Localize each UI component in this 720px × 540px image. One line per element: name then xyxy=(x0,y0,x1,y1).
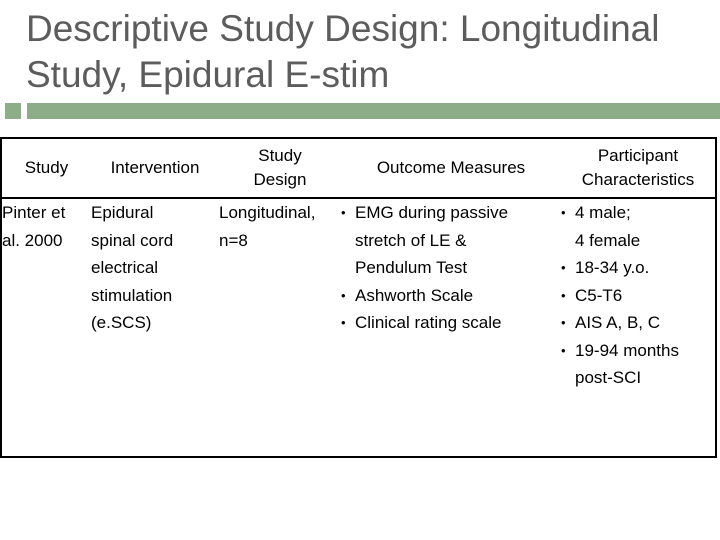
intervention-line-5: (e.SCS) xyxy=(91,313,152,332)
outcome-2-line-1: Ashworth Scale xyxy=(355,285,474,305)
study-line-1: Pinter et xyxy=(2,203,66,222)
outcome-list xyxy=(341,199,561,337)
table-header-row xyxy=(1,138,716,198)
bullet-icon: • xyxy=(561,342,566,358)
list-item xyxy=(561,199,715,254)
header-participant xyxy=(561,138,716,198)
header-study xyxy=(1,138,91,198)
participant-1-line-1: 4 male; xyxy=(575,203,631,222)
outcome-1-line-2: stretch of LE & xyxy=(355,230,467,250)
bullet-icon: • xyxy=(561,287,566,303)
intervention-line-4: stimulation xyxy=(91,285,173,305)
design-line-1: Longitudinal, xyxy=(219,203,316,222)
cell-participant xyxy=(561,198,716,457)
bullet-icon: • xyxy=(341,287,346,303)
list-item xyxy=(341,309,561,337)
bullet-icon: • xyxy=(341,205,346,220)
outcome-1-line-3: Pendulum Test xyxy=(355,258,468,277)
cell-study xyxy=(1,198,91,457)
list-item xyxy=(561,254,715,282)
participant-list xyxy=(561,199,715,392)
header-participant-line-1: Participant xyxy=(597,146,679,165)
accent-bar xyxy=(0,98,720,120)
accent-bar-strip xyxy=(27,103,720,119)
header-outcome-label: Outcome Measures xyxy=(376,158,526,177)
bullet-icon: • xyxy=(561,315,566,330)
intervention-line-3: electrical xyxy=(91,258,159,277)
participant-3-line-1: C5-T6 xyxy=(575,285,623,305)
header-outcome xyxy=(341,138,561,198)
bullet-icon: • xyxy=(561,205,566,220)
list-item xyxy=(561,309,715,337)
design-line-2: n=8 xyxy=(219,230,248,250)
header-intervention-label: Intervention xyxy=(110,158,200,177)
header-design xyxy=(219,138,341,198)
outcome-1-line-1: EMG during passive xyxy=(355,203,509,222)
slide-title xyxy=(26,6,716,98)
accent-bar-square xyxy=(5,103,21,119)
slide-title-line-1: Descriptive Study Design: Longitudinal xyxy=(26,8,660,49)
header-study-label: Study xyxy=(24,158,69,177)
intervention-line-1: Epidural xyxy=(91,203,154,222)
list-item xyxy=(341,199,561,282)
cell-design xyxy=(219,198,341,457)
participant-2-line-1: 18-34 y.o. xyxy=(575,258,650,277)
bullet-icon: • xyxy=(341,315,346,330)
table-row xyxy=(1,198,716,457)
participant-5-line-2: post-SCI xyxy=(575,368,642,387)
participant-5-line-1: 19-94 months xyxy=(575,340,679,360)
participant-1-line-2: 4 female xyxy=(575,230,641,250)
header-participant-line-2: Characteristics xyxy=(581,170,695,189)
participant-4-line-1: AIS A, B, C xyxy=(575,313,661,332)
study-line-2: al. 2000 xyxy=(2,230,63,250)
list-item xyxy=(561,337,715,392)
header-design-line-1: Study xyxy=(258,146,302,165)
list-item xyxy=(341,282,561,310)
list-item xyxy=(561,282,715,310)
intervention-line-2: spinal cord xyxy=(91,230,174,250)
outcome-3-line-1: Clinical rating scale xyxy=(355,313,502,332)
cell-outcome xyxy=(341,198,561,457)
slide-title-line-2: Study, Epidural E-stim xyxy=(26,54,390,95)
header-intervention xyxy=(91,138,219,198)
study-table xyxy=(0,137,717,458)
header-design-line-2: Design xyxy=(253,170,307,189)
cell-intervention xyxy=(91,198,219,457)
bullet-icon: • xyxy=(561,260,566,275)
